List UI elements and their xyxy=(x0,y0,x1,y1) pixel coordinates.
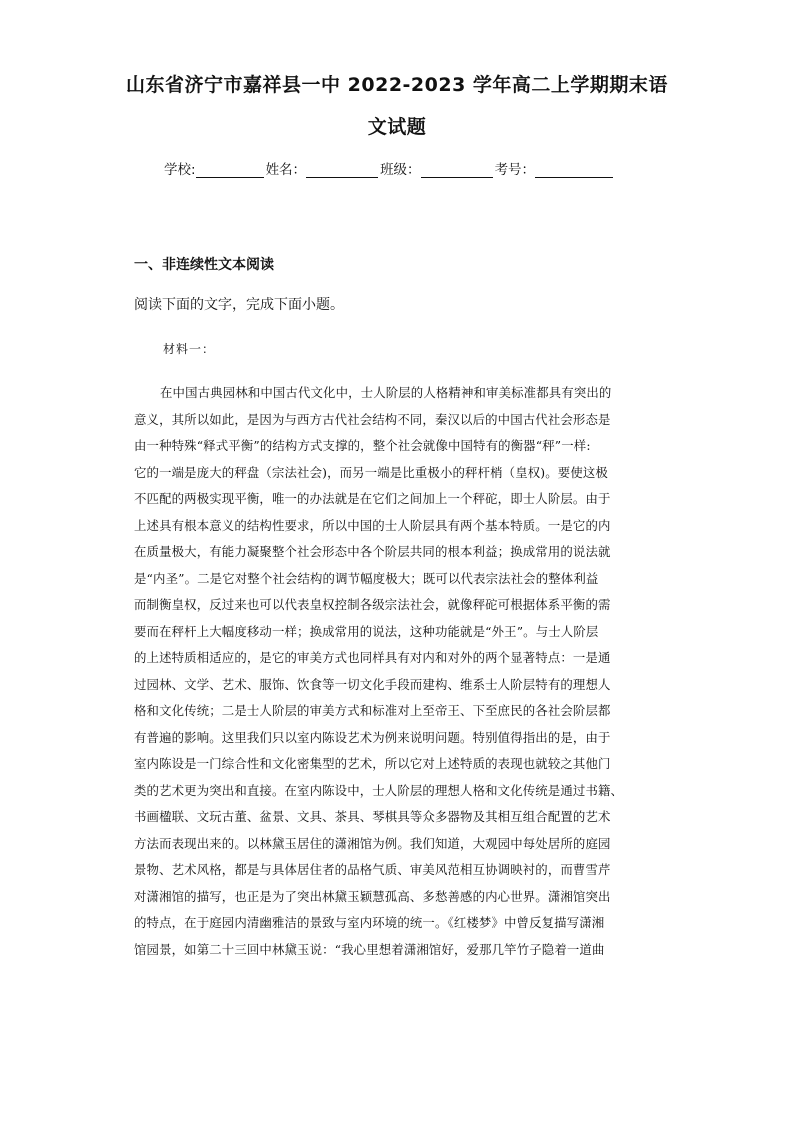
passage-line: 上述具有根本意义的结构性要求，所以中国的士人阶层具有两个基本特质。一是它的内 xyxy=(134,517,611,533)
passage-line: 是“内圣”。二是它对整个社会结构的调节幅度极大；既可以代表宗法社会的整体利益 xyxy=(134,570,599,586)
section-heading: 一、非连续性文本阅读 xyxy=(134,257,274,273)
passage-line: 有普遍的影响。这里我们只以室内陈设艺术为例来说明问题。特别值得指出的是，由于 xyxy=(134,729,611,745)
passage-line: 格和文化传统；二是士人阶层的审美方式和标准对上至帝王、下至庶民的各社会阶层都 xyxy=(134,703,611,718)
material-label: 材料一： xyxy=(163,342,216,356)
passage-line: 不匹配的两极实现平衡，唯一的办法就是在它们之间加上一个秤砣，即士人阶层。由于 xyxy=(134,491,611,506)
class-field[interactable] xyxy=(421,163,493,178)
passage-line: 方法而表现出来的。以林黛玉居住的潇湘馆为例。我们知道，大观园中每处居所的庭园 xyxy=(134,835,611,851)
passage-text xyxy=(134,380,660,963)
name-field[interactable] xyxy=(306,163,378,178)
passage-line: 景物、艺术风格，都是与具体居住者的品格气质、审美风范相互协调映衬的，而曹雪芹 xyxy=(134,862,611,877)
class-label: 班级： xyxy=(380,162,421,178)
passage-line: 意义，其所以如此，是因为与西方古代社会结构不同，秦汉以后的中国古代社会形态是 xyxy=(134,411,611,427)
student-info-row xyxy=(164,158,615,178)
reading-instruction: 阅读下面的文字，完成下面小题。 xyxy=(134,297,344,313)
passage-line: 要而在秤杆上大幅度移动一样；换成常用的说法，这种功能就是“外王”。与士人阶层 xyxy=(134,623,599,639)
exam-number-label: 考号： xyxy=(494,162,536,178)
passage-line: 它的一端是庞大的秤盘（宗法社会)，而另一端是比重极小的秤杆梢（皇权)。要使这极 xyxy=(134,464,608,480)
name-label: 姓名： xyxy=(265,162,307,178)
school-field[interactable] xyxy=(196,163,264,178)
passage-line: 对潇湘馆的描写，也正是为了突出林黛玉颖慧孤高、多愁善感的内心世界。潇湘馆突出 xyxy=(134,888,611,904)
passage-line: 而制衡皇权，反过来也可以代表皇权控制各级宗法社会，就像秤砣可根据体系平衡的需 xyxy=(134,597,611,612)
passage-line: 在质量极大，有能力凝聚整个社会形态中各个阶层共同的根本利益；换成常用的说法就 xyxy=(134,544,611,559)
school-label: 学校: xyxy=(164,162,196,178)
passage-line: 在中国古典园林和中国古代文化中，士人阶层的人格精神和审美标准都具有突出的 xyxy=(160,385,612,400)
document-title-line-1: 山东省济宁市嘉祥县一中 2022-2023 学年高二上学期期末语 xyxy=(126,74,668,96)
passage-line: 馆园景，如第二十三回中林黛玉说：“我心里想着潇湘馆好，爱那几竿竹子隐着一道曲 xyxy=(134,941,605,957)
exam-number-field[interactable] xyxy=(535,163,613,178)
passage-line: 过园林、文学、艺术、服饰、饮食等一切文化手段而建构、维系士人阶层特有的理想人 xyxy=(134,676,611,692)
passage-line: 由一种特殊“释式平衡”的结构方式支撑的，整个社会就像中国特有的衡器“秤”一样: xyxy=(134,438,591,453)
passage-line: 的上述特质相适应的，是它的审美方式也同样具有对内和对外的两个显著特点：一是通 xyxy=(134,650,611,665)
passage-line: 室内陈设是一门综合性和文化密集型的艺术，所以它对上述特质的表现也就较之其他门 xyxy=(134,756,611,771)
document-title-line-2: 文试题 xyxy=(367,116,427,138)
passage-line: 书画楹联、文玩古董、盆景、文具、茶具、琴棋具等众多器物及其相互组合配置的艺术 xyxy=(134,809,611,824)
passage-line: 的特点，在于庭园内清幽雅洁的景致与室内环境的统一。《红楼梦》中曾反复描写潇湘 xyxy=(134,915,605,930)
passage-line: 类的艺术更为突出和直接。在室内陈设中，士人阶层的理想人格和文化传统是通过书籍、 xyxy=(134,782,624,798)
